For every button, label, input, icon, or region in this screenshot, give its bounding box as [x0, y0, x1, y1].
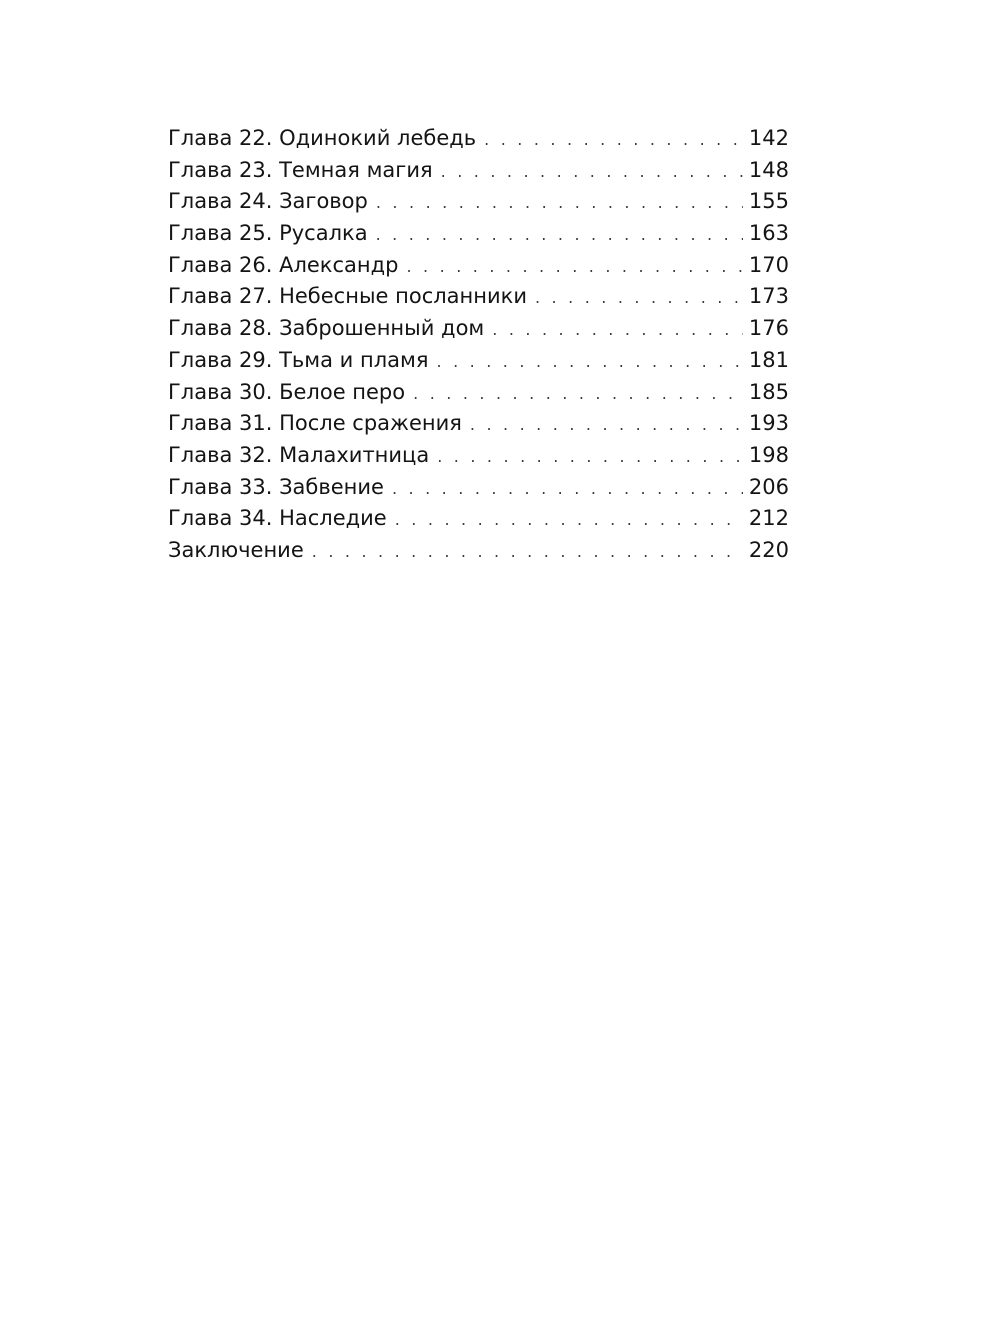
toc-entry: [168, 250, 789, 282]
toc-dot-leader: [376, 219, 743, 251]
toc-entry-page: 176: [748, 316, 789, 341]
toc-entry-title: Заключение: [168, 537, 304, 562]
toc-dot-leader: [413, 378, 743, 410]
toc-entry: [168, 503, 789, 535]
toc-entry: [168, 535, 789, 567]
toc-entry-page: 212: [748, 506, 789, 531]
toc-entry-page: 220: [748, 537, 789, 562]
toc-entry-title: Глава 23. Темная магия: [168, 157, 433, 182]
toc-entry-title: Глава 34. Наследие: [168, 506, 387, 531]
toc-entry-page: 181: [748, 347, 789, 372]
toc-entry-page: 142: [748, 126, 789, 150]
toc-entry: [168, 440, 789, 472]
toc-entry-page: 198: [748, 442, 789, 467]
toc-entry-title: Глава 33. Забвение: [168, 474, 384, 499]
toc-entry: [168, 313, 789, 345]
toc-dot-leader: [406, 251, 742, 283]
toc-entry-title: Глава 22. Одинокий лебедь: [168, 126, 477, 150]
toc-dot-leader: [470, 409, 743, 441]
toc-entry: [168, 281, 789, 313]
toc-entry-page: 170: [748, 252, 789, 277]
toc-entry-page: 155: [748, 189, 789, 214]
toc-dot-leader: [437, 441, 743, 473]
toc-entry-title: Глава 24. Заговор: [168, 189, 368, 214]
toc-entry: [168, 218, 789, 250]
toc-entry-title: Глава 28. Заброшенный дом: [168, 316, 485, 341]
toc-entry-page: 148: [748, 157, 789, 182]
toc-entry: [168, 408, 789, 440]
toc-entry: [168, 377, 789, 409]
toc-dot-leader: [484, 124, 743, 156]
toc-dot-leader: [535, 282, 743, 314]
toc-dot-leader: [395, 504, 743, 536]
toc-dot-leader: [492, 314, 743, 346]
toc-entry-page: 193: [748, 411, 789, 436]
toc-entry-page: 163: [748, 221, 789, 246]
toc-entry-title: Глава 32. Малахитница: [168, 442, 430, 467]
toc-dot-leader: [392, 473, 743, 505]
toc-entry: [168, 155, 789, 187]
toc-entry-title: Глава 25. Русалка: [168, 221, 368, 246]
toc-entry-page: 173: [748, 284, 789, 309]
toc-entry-title: Глава 29. Тьма и пламя: [168, 347, 429, 372]
toc-dot-leader: [441, 156, 743, 188]
toc-entry-title: Глава 30. Белое перо: [168, 379, 406, 404]
toc-entry-title: Глава 26. Александр: [168, 252, 399, 277]
table-of-contents: [168, 123, 789, 567]
toc-dot-leader: [437, 346, 743, 378]
toc-entry: [168, 345, 789, 377]
toc-entry: [168, 472, 789, 504]
toc-entry: [168, 123, 789, 155]
toc-entry-page: 206: [748, 474, 789, 499]
toc-entry-title: Глава 27. Небесные посланники: [168, 284, 527, 309]
toc-entry-page: 185: [748, 379, 789, 404]
toc-entry: [168, 186, 789, 218]
toc-entry-title: Глава 31. После сражения: [168, 411, 462, 436]
toc-dot-leader: [312, 536, 743, 568]
toc-dot-leader: [376, 187, 743, 219]
